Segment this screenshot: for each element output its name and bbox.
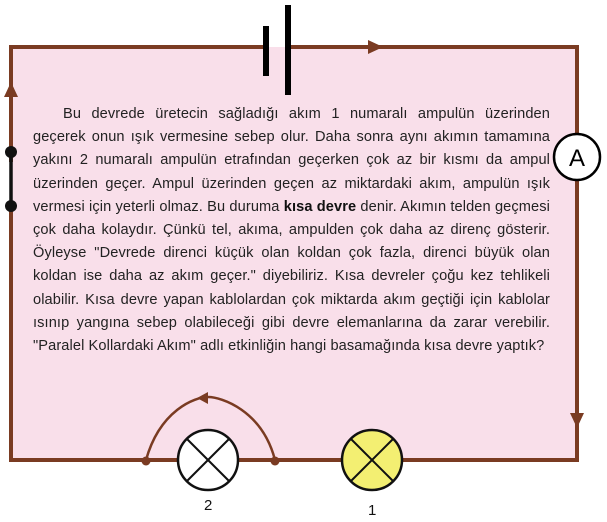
explanation-part-1: Bu devrede üretecin sağladığı akım 1 numaralı ampulün üzerinden geçerek onun ışık vermesine sebep olur. Daha sonra aynı akımın tamamına yakını 2 numaralı ampulün etrafından geçerken çok az bir kısmı da ampul üzerinden geçer. Ampul üzerinden geçen az miktardaki akım, ampulün ışık vermesi için yeterli olmaz. Bu duruma [33,106,550,215]
switch-contact-top [5,146,17,158]
bulb-2-number: 2 [204,497,213,514]
bulb-1 [342,430,402,490]
switch-contact-bottom [5,200,17,212]
bypass-node-right [271,457,280,466]
ammeter [554,134,600,180]
explanation-part-2: denir. Akımın telden geçmesi çok daha kolaydır. Çünkü tel, akıma, ampulden çok daha az direnç gösterir. Öyleyse "Devrede direnci küçük olan koldan çok fazla, direnci büyük olan koldan ise daha az akım geçer." diyebiliriz. Kısa devreler çoğu kez tehlikeli olabilir. Kısa devre yapan kablolardan çok miktarda akım geçtiği için kablolar ısınıp yangına sebep olabileceği gibi devre elemanlarına da zarar verebilir. "Paralel Kollardaki Akım" adlı etkinliğin hangi basamağında kısa devre yaptık? [33,198,551,355]
term-kisa-devre: kısa devre [283,198,357,215]
bypass-node-left [142,457,151,466]
bulb-1-number: 1 [368,502,377,519]
bulb-2 [178,430,238,490]
ammeter-label: A [568,145,586,172]
explanation-text [33,103,550,358]
